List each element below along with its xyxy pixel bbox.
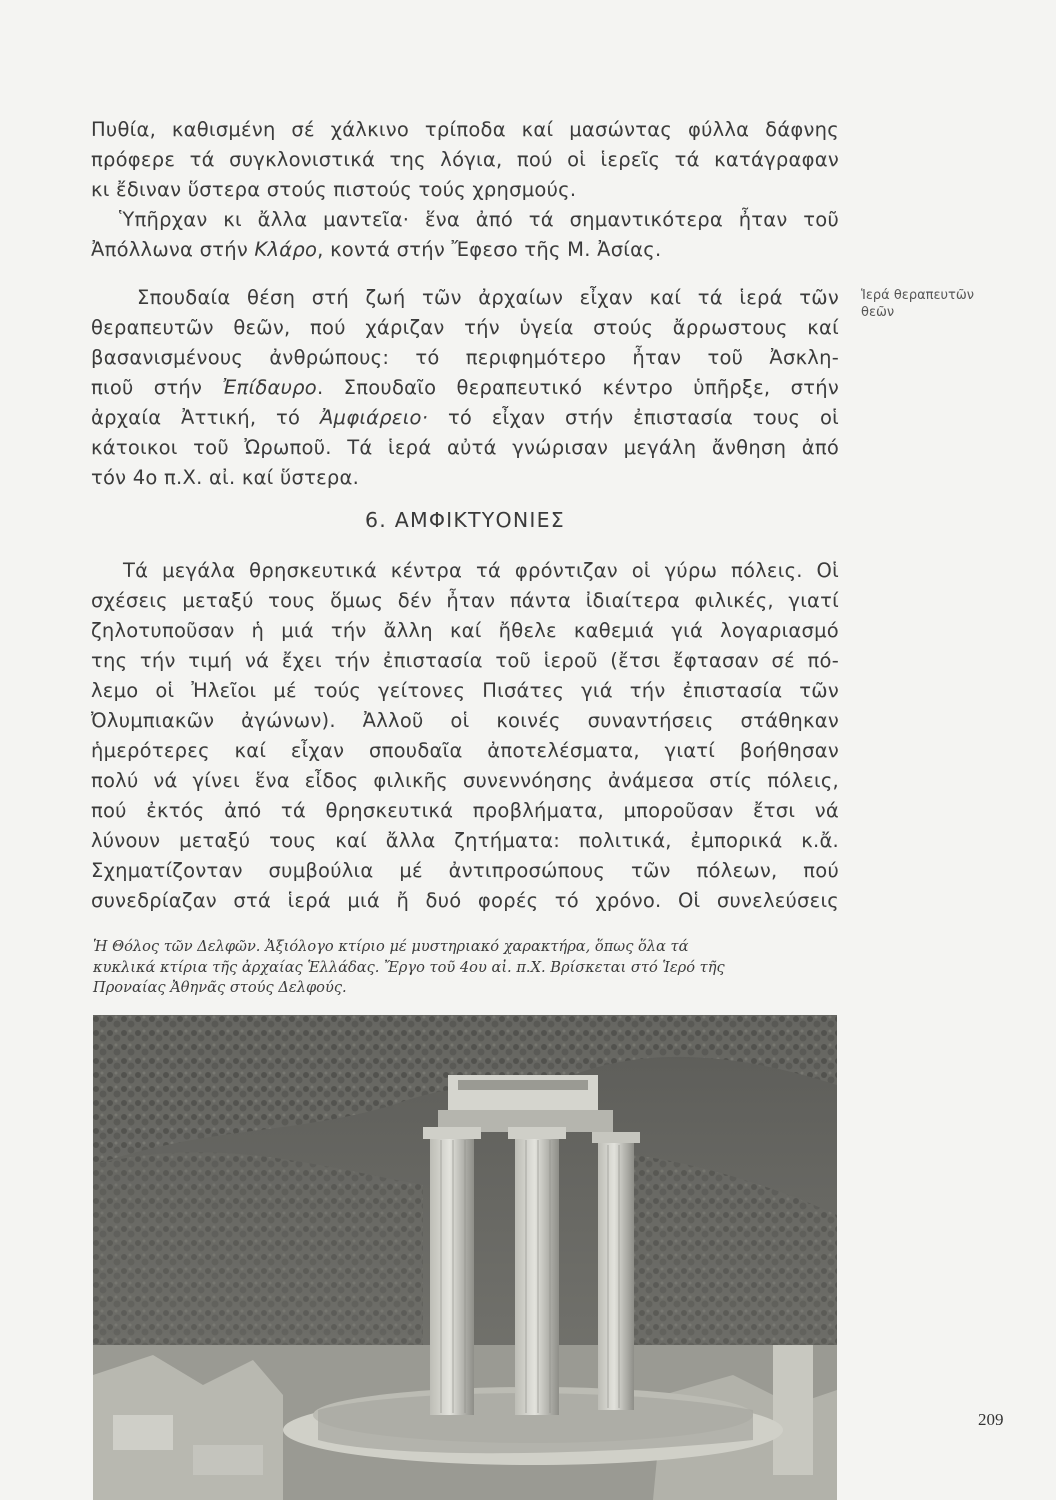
text-line: λεμο οἱ Ἠλεῖοι μέ τούς γείτονες Πισάτες γιά τήν ἐπιστασία τῶν: [91, 679, 839, 702]
text-line: κάτοικοι τοῦ Ὠρωποῦ. Τά ἱερά αὐτά γνώρισαν μεγάλη ἄνθηση ἀπό: [91, 436, 839, 459]
column-capital: [508, 1127, 566, 1139]
column: [515, 1135, 559, 1415]
text-line: Ὀλυμπιακῶν ἀγώνων). Ἀλλοῦ οἱ κοινές συναντήσεις στάθηκαν: [91, 709, 839, 732]
stone-block: [193, 1445, 263, 1475]
text-line: Σπουδαία θέση στή ζωή τῶν ἀρχαίων εἶχαν καί τά ἱερά τῶν: [137, 286, 839, 309]
text-line: πρόφερε τά συγκλονιστικά της λόγια, πού οἱ ἱερεῖς τά κατάγραφαν: [91, 148, 839, 171]
paragraph-healing-sanctuaries: [91, 283, 839, 493]
margin-note-line: θεῶν: [861, 305, 895, 320]
text-line: Ἀπόλλωνα στήν Κλάρο, κοντά στήν Ἔφεσο τῆς Μ. Ἀσίας.: [91, 238, 662, 261]
stone-block: [113, 1415, 173, 1450]
text-line: πολύ νά γίνει ἕνα εἶδος φιλικῆς συνεννόησης ἀνάμεσα στίς πόλεις,: [91, 769, 839, 792]
frieze-detail: [458, 1080, 588, 1090]
text-line: βασανισμένους ἀνθρώπους: τό περιφημότερο ἦταν τοῦ Ἀσκλη-: [91, 346, 839, 369]
column-capital: [423, 1127, 481, 1139]
text-line: λύνουν μεταξύ τους καί ἄλλα ζητήματα: πολιτικά, ἐμπορικά κ.ἄ.: [91, 829, 839, 852]
caption-line: Προναίας Ἀθηνᾶς στούς Δελφούς.: [93, 979, 347, 996]
text-line: Ὑπῆρχαν κι ἄλλα μαντεῖα· ἕνα ἀπό τά σημαντικότερα ἦταν τοῦ: [119, 208, 839, 231]
text-line: κι ἔδιναν ὕστερα στούς πιστούς τούς χρησμούς.: [91, 178, 577, 201]
paragraph-pythia: [91, 115, 839, 265]
place-name-klaros: Κλάρο: [254, 238, 318, 261]
standing-stone: [773, 1345, 813, 1475]
column: [430, 1135, 474, 1415]
caption-line: Ἡ Θόλος τῶν Δελφῶν. Ἀξιόλογο κτίριο μέ μυστηριακό χαρακτήρα, ὅπως ὅλα τά: [93, 938, 689, 955]
text-line: Σχηματίζονταν συμβούλια μέ ἀντιπροσώπους τῶν πόλεων, πού: [91, 859, 839, 882]
paragraph-amphictyonies: [91, 556, 839, 916]
text-line: ἀρχαία Ἀττική, τό Ἀμφιάρειο· τό εἶχαν στήν ἐπιστασία τους οἱ: [91, 406, 839, 429]
text-line: τόν 4ο π.Χ. αἰ. καί ὕστερα.: [91, 466, 360, 489]
tholos-photo: [93, 1015, 837, 1500]
text-line: ζηλοτυποῦσαν ἡ μιά τήν ἄλλη καί ἤθελε καθεμιά γιά λογαριασμό: [91, 619, 839, 642]
text-line: θεραπευτῶν θεῶν, πού χάριζαν τήν ὑγεία στούς ἄρρωστους καί: [91, 316, 839, 339]
text-line: ἡμερότερες καί εἶχαν σπουδαῖα ἀποτελέσματα, γιατί βοήθησαν: [91, 739, 839, 762]
place-name-epidaurus: Ἐπίδαυρο: [222, 376, 317, 399]
margin-note-line: Ἱερά θεραπευτῶν: [861, 288, 974, 303]
page-number: 209: [978, 1410, 1004, 1429]
text-line: συνεδρίαζαν στά ἱερά μιά ἤ δυό φορές τό χρόνο. Οἱ συνελεύσεις: [91, 889, 839, 912]
text-line: σχέσεις μεταξύ τους ὅμως δέν ἦταν πάντα ἰδιαίτερα φιλικές, γιατί: [91, 589, 839, 612]
place-name-amphiareion: Ἀμφιάρειο·: [319, 406, 429, 429]
text-line: Τά μεγάλα θρησκευτικά κέντρα τά φρόντιζαν οἱ γύρω πόλεις. Οἱ: [123, 559, 839, 582]
text-line: Πυθία, καθισμένη σέ χάλκινο τρίποδα καί μασώντας φύλλα δάφνης: [91, 118, 839, 141]
column: [598, 1140, 634, 1410]
text-line: της τήν τιμή νά ἔχει τήν ἐπιστασία τοῦ ἱεροῦ (ἔτσι ἔφτασαν σέ πό-: [91, 649, 839, 672]
photo-caption: [93, 937, 841, 999]
section-heading: 6. ΑΜΦΙΚΤΥΟΝΙΕΣ: [365, 508, 565, 532]
margin-note: [861, 287, 1031, 321]
text-line: πού ἐκτός ἀπό τά θρησκευτικά προβλήματα, μποροῦσαν ἔτσι νά: [91, 799, 839, 822]
column-capital: [592, 1132, 640, 1143]
caption-line: κυκλικά κτίρια τῆς ἀρχαίας Ἑλλάδας. Ἔργο τοῦ 4ου αἰ. π.Χ. Βρίσκεται στό Ἱερό τῆς: [93, 958, 725, 976]
text-line: πιοῦ στήν Ἐπίδαυρο. Σπουδαῖο θεραπευτικό κέντρο ὑπῆρξε, στήν: [91, 376, 839, 399]
